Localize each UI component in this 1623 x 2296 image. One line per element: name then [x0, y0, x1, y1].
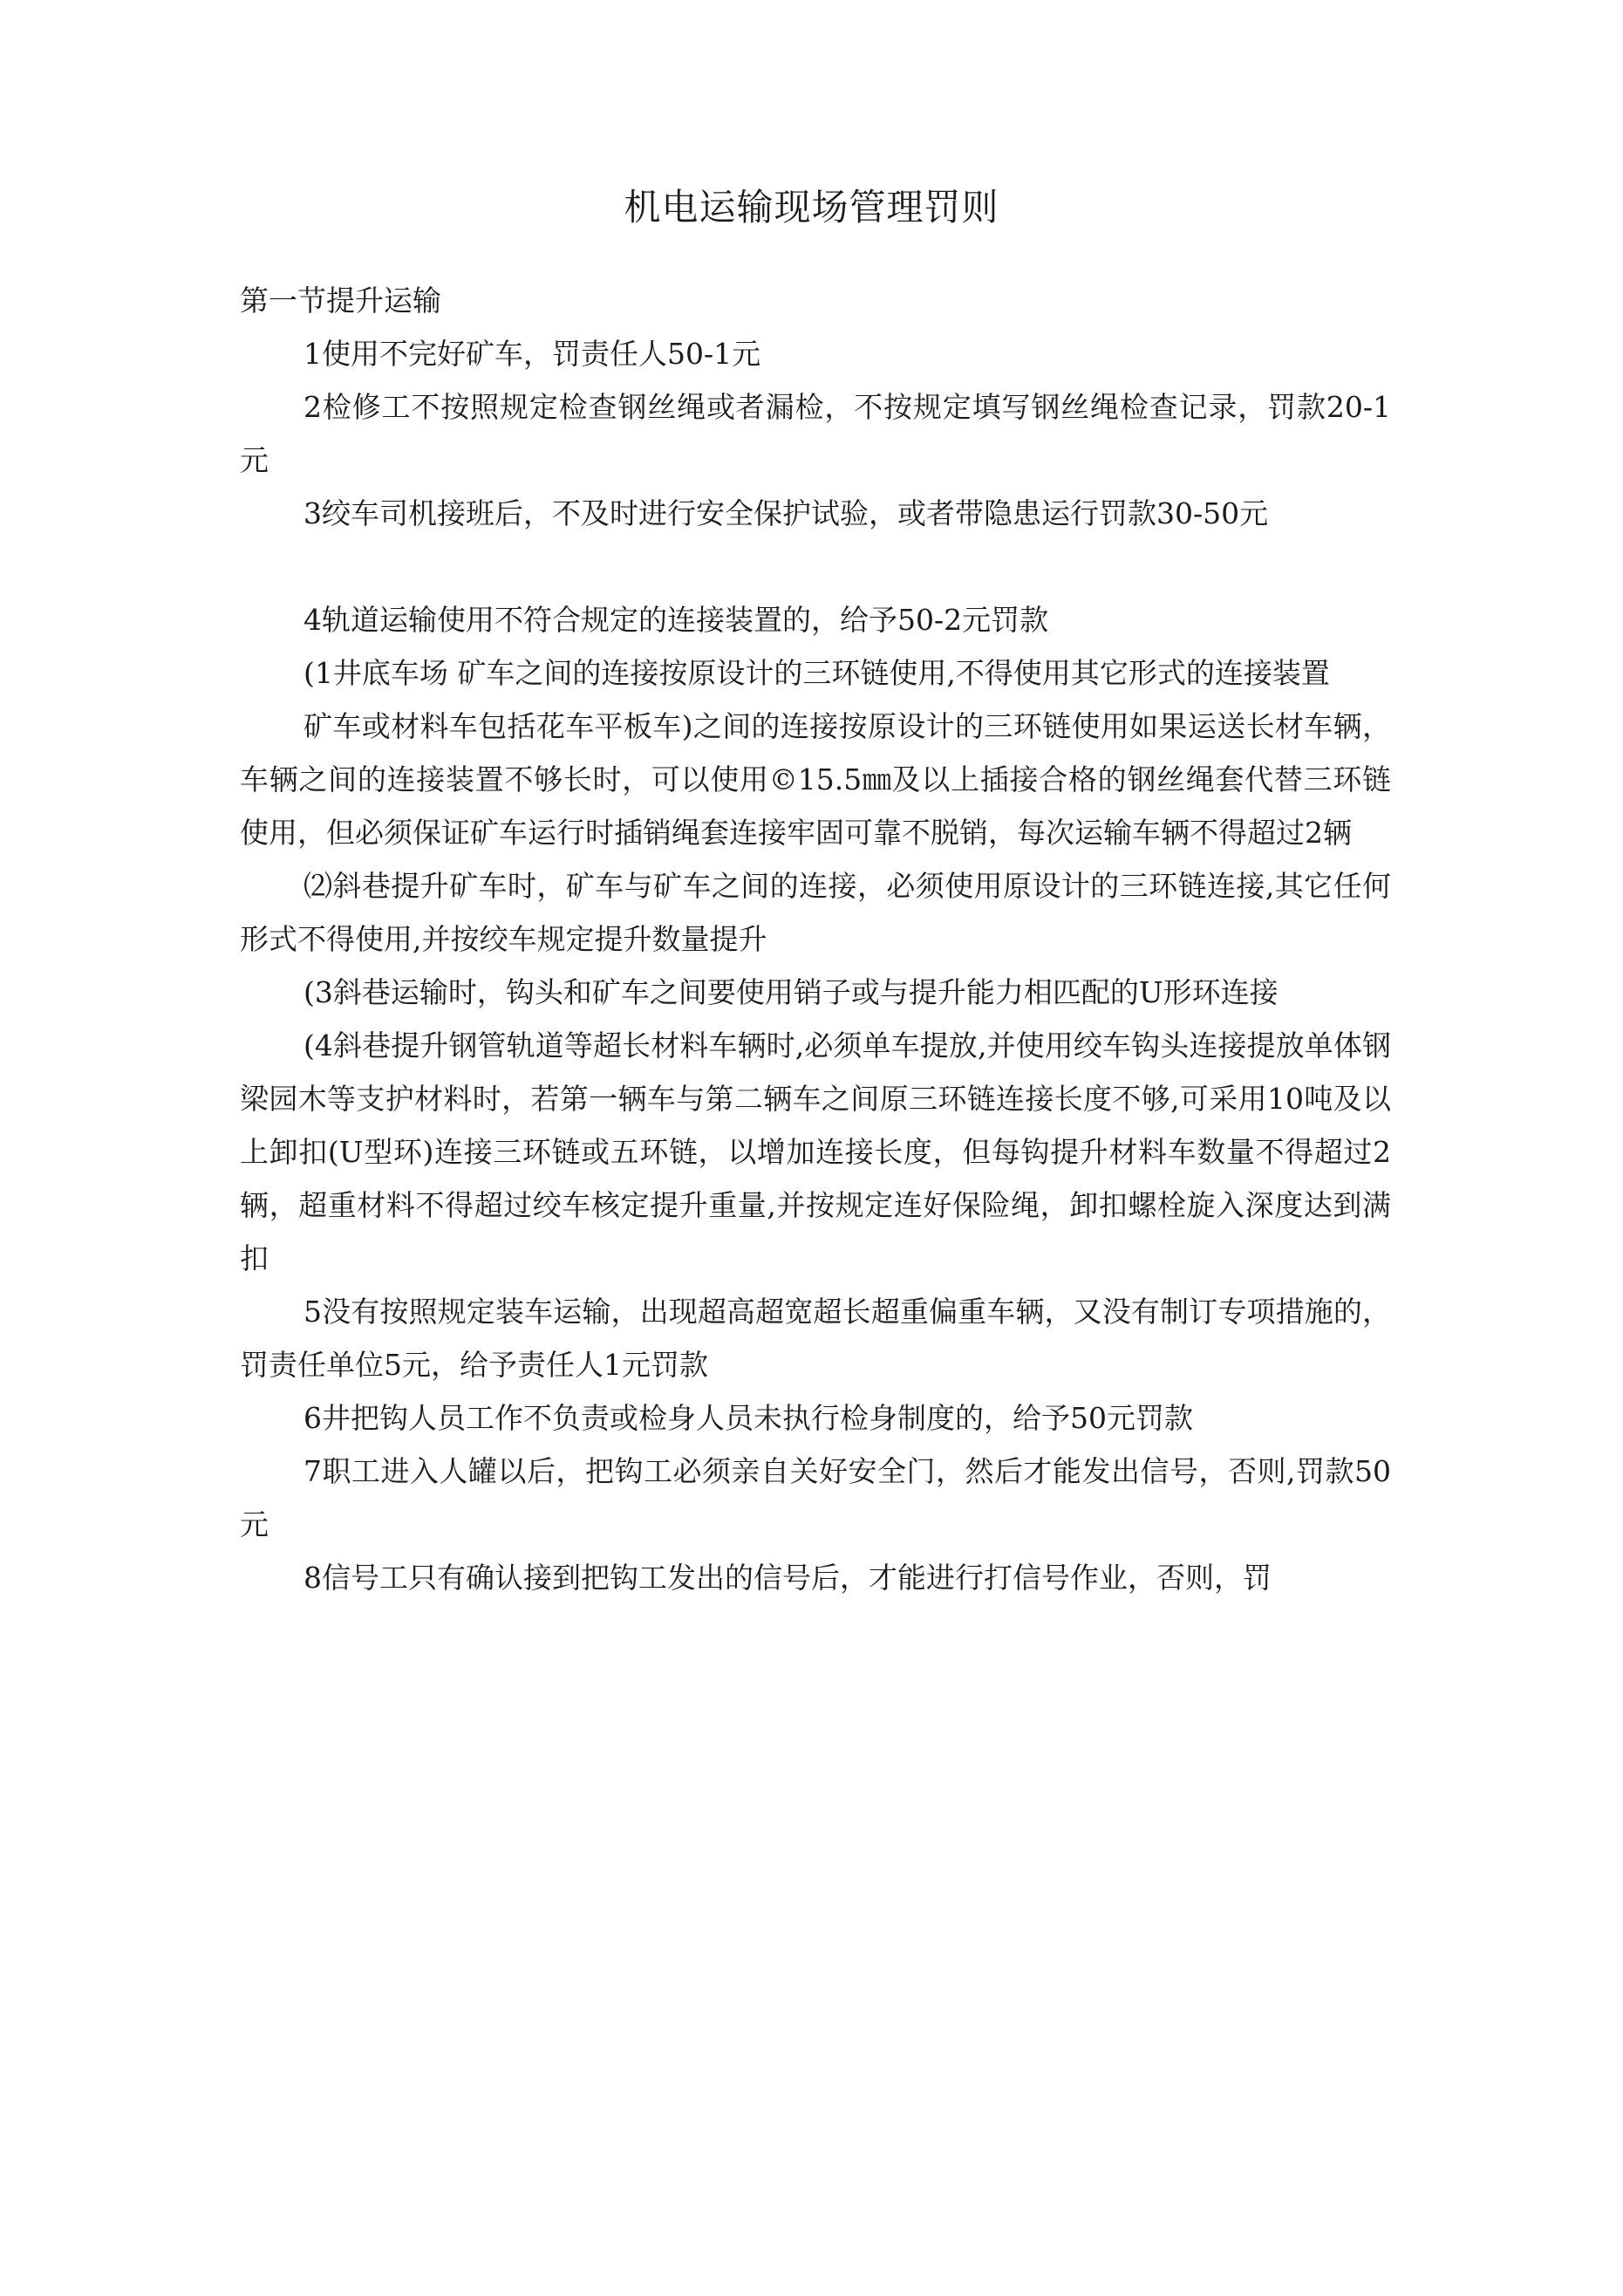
- rule-paragraph: 2检修工不按照规定检查钢丝绳或者漏检，不按规定填写钢丝绳检查记录，罚款20-1元: [240, 390, 1391, 477]
- document-body: [240, 274, 1391, 1604]
- rule-paragraph: (4斜巷提升钢管轨道等超长材料车辆时,必须单车提放,并使用绞车钩头连接提放单体钢梁园木等支护材料时，若第一辆车与第二辆车之间原三环链连接长度不够,可采用10吨及以上卸扣(U型环)连接三环链或五环链，以增加连接长度，但每钩提升材料车数量不得超过2辆，超重材料不得超过绞车核定提升重量,并按规定连好保险绳，卸扣螺栓旋入深度达到满扣: [240, 1028, 1391, 1275]
- rule-paragraph: ⑵斜巷提升矿车时，矿车与矿车之间的连接，必须使用原设计的三环链连接,其它任何形式不得使用,并按绞车规定提升数量提升: [240, 869, 1391, 956]
- rule-paragraph: 7职工进入人罐以后，把钩工必须亲自关好安全门，然后才能发出信号，否则,罚款50元: [240, 1454, 1391, 1541]
- document-title: 机电运输现场管理罚则: [624, 186, 999, 229]
- rule-paragraph: 5没有按照规定装车运输，出现超高超宽超长超重偏重车辆，又没有制订专项措施的，罚责任单位5元，给予责任人1元罚款: [240, 1295, 1391, 1382]
- rule-paragraph: 1使用不完好矿车，罚责任人50-1元: [303, 337, 761, 371]
- section-heading: 第一节提升运输: [240, 284, 441, 318]
- rule-paragraph: 3绞车司机接班后，不及时进行安全保护试验，或者带隐患运行罚款30-50元: [303, 496, 1269, 530]
- rule-paragraph: 矿车或材料车包括花车平板车)之间的连接按原设计的三环链使用如果运送长材车辆，车辆之间的连接装置不够长时，可以使用©15.5㎜及以上插接合格的钢丝绳套代替三环链使用，但必须保证矿车运行时插销绳套连接牢固可靠不脱销，每次运输车辆不得超过2辆: [240, 709, 1391, 850]
- rule-paragraph: (3斜巷运输时，钩头和矿车之间要使用销子或与提升能力相匹配的U形环连接: [303, 975, 1279, 1009]
- rule-paragraph: 8信号工只有确认接到把钩工发出的信号后，才能进行打信号作业，否则，罚: [303, 1561, 1272, 1595]
- rule-paragraph: 6井把钩人员工作不负责或检身人员未执行检身制度的，给予50元罚款: [303, 1401, 1193, 1435]
- rule-paragraph: 4轨道运输使用不符合规定的连接装置的，给予50-2元罚款: [303, 603, 1049, 637]
- rule-paragraph: (1井底车场 矿车之间的连接按原设计的三环链使用,不得使用其它形式的连接装置: [303, 656, 1330, 690]
